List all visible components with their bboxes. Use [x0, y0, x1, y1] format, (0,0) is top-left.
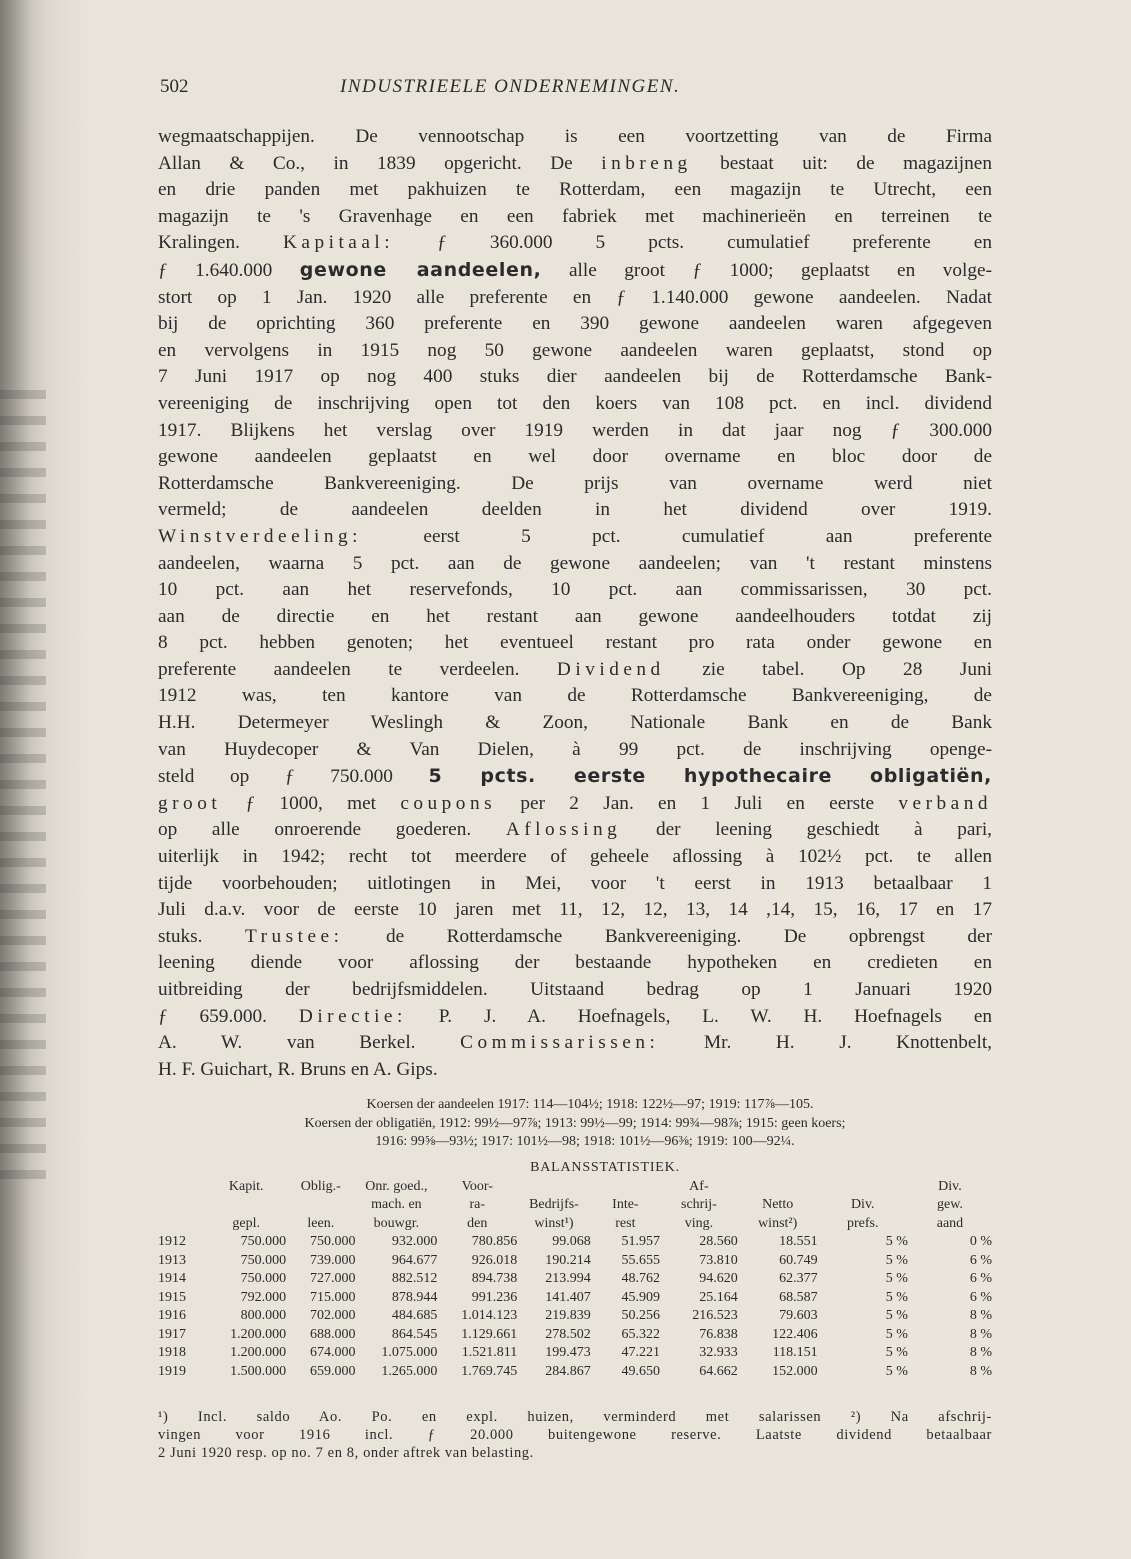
text-line: [158, 471, 992, 498]
column-header: Voor-: [461, 1178, 493, 1194]
spaced-keyword: Aflossing: [505, 819, 622, 841]
page-number: 502: [160, 76, 189, 97]
table-cell: 1.129.661: [461, 1326, 518, 1342]
table-cell: 878.944: [391, 1289, 438, 1305]
table-cell: 932.000: [391, 1234, 438, 1249]
table-cell: 1.500.000: [230, 1363, 287, 1379]
text-segment: aan de directie en het restant aan gewone aandeelhouders totdat zij: [158, 605, 992, 627]
text-line: [158, 763, 992, 791]
table-cell: 1.265.000: [381, 1363, 438, 1379]
table-cell: 750.000: [240, 1234, 287, 1249]
text-line: [158, 710, 992, 737]
table-cell: 5 %: [885, 1326, 908, 1342]
text-segment: en drie panden met pakhuizen te Rotterdam, een magazijn te Utrecht, een: [158, 179, 992, 201]
table-cell: 780.856: [471, 1234, 518, 1249]
table-cell: 8 %: [969, 1326, 992, 1342]
text-segment: 7 Juni 1917 op nog 400 stuks dier aandeelen bij de Rotterdamsche Bank-: [158, 366, 992, 388]
column-header: [158, 1215, 206, 1234]
text-segment: H.H. Determeyer Weslingh & Zoon, Nationale Bank en de Bank: [158, 712, 992, 734]
spaced-keyword: verband: [898, 792, 992, 814]
share-prices: [158, 1096, 992, 1152]
table-cell: 18.551: [779, 1234, 818, 1249]
column-header: gew.: [936, 1197, 963, 1212]
year-cell: 1916: [158, 1308, 186, 1323]
column-header: [158, 1196, 206, 1215]
text-segment: alle groot ƒ 1000; geplaatst en volge-: [541, 259, 992, 281]
column-header: ra-: [469, 1197, 486, 1212]
column-header: Netto: [762, 1197, 794, 1212]
year-cell: 1914: [158, 1271, 186, 1286]
table-cell: 6 %: [969, 1252, 992, 1268]
table-cell: 688.000: [309, 1326, 356, 1342]
text-line: [158, 418, 992, 445]
text-segment: leening diende voor aflossing der bestaande hypotheken en credieten en: [158, 952, 992, 974]
binding-gutter: [0, 390, 46, 1190]
book-page: [158, 0, 994, 1559]
column-header: [818, 1178, 908, 1197]
column-header: Oblig.-: [300, 1178, 341, 1194]
company-description: [158, 124, 992, 1083]
table-cell: 5 %: [885, 1363, 908, 1379]
text-segment: aandeelen, waarna 5 pct. aan de gewone aandeelen; van 't restant minstens: [158, 552, 992, 574]
column-header: [517, 1178, 591, 1197]
table-cell: 284.867: [545, 1363, 591, 1379]
text-segment: op alle onroerende goederen.: [158, 819, 506, 841]
table-cell: 6 %: [969, 1271, 992, 1286]
column-header: den: [467, 1215, 488, 1231]
balance-statistics: [158, 1159, 992, 1381]
table-cell: 8 %: [969, 1308, 992, 1323]
spaced-keyword: Commissarissen:: [460, 1032, 660, 1054]
table-cell: 49.650: [621, 1363, 661, 1379]
table-cell: 25.164: [699, 1289, 738, 1305]
table-cell: 1.769.745: [461, 1363, 518, 1379]
table-row: [158, 1252, 992, 1271]
balance-title: BALANSSTATISTIEK.: [530, 1160, 680, 1175]
text-line: [158, 630, 992, 657]
spaced-keyword: Kapitaal:: [282, 232, 395, 254]
text-segment: gewone aandeelen geplaatst en wel door overname en bloc door de: [158, 446, 992, 468]
text-line: [158, 897, 992, 924]
table-cell: 99.068: [552, 1234, 591, 1249]
text-line: [158, 1004, 992, 1031]
footnote-line: 2 Juni 1920 resp. op no. 7 en 8, onder aftrek van belasting.: [158, 1445, 534, 1461]
column-header: gepl.: [232, 1215, 261, 1231]
table-cell: 5 %: [885, 1234, 908, 1249]
year-cell: 1913: [158, 1252, 186, 1268]
table-cell: 5 %: [885, 1271, 908, 1286]
text-segment: stort op 1 Jan. 1920 alle preferente en ƒ 1.140.000 gewone aandeelen. Nadat: [158, 286, 992, 308]
table-cell: 68.587: [779, 1289, 818, 1305]
text-segment: H. F. Guichart, R. Bruns en A. Gips.: [158, 1058, 438, 1080]
spaced-keyword: Winstverdeeling:: [158, 525, 363, 547]
text-line: [158, 577, 992, 604]
table-cell: 73.810: [699, 1252, 738, 1268]
text-line: [158, 124, 992, 151]
text-segment: vermeld; de aandeelen deelden in het dividend over 1919.: [158, 499, 992, 521]
text-line: [158, 924, 992, 951]
table-cell: 5 %: [885, 1252, 908, 1268]
column-header: Div.: [850, 1197, 875, 1212]
table-cell: 991.236: [471, 1289, 518, 1305]
table-row: [158, 1233, 992, 1252]
spaced-keyword: Dividend: [556, 658, 665, 680]
year-cell: 1919: [158, 1363, 186, 1379]
table-cell: 141.407: [545, 1289, 591, 1305]
column-header: winst¹): [534, 1215, 574, 1231]
table-cell: 60.749: [779, 1252, 818, 1268]
text-line: [158, 871, 992, 898]
spaced-keyword: groot: [158, 792, 222, 814]
column-header: [206, 1196, 286, 1215]
table-cell: 8 %: [969, 1345, 992, 1360]
table-cell: 219.839: [545, 1308, 591, 1323]
text-line: [158, 817, 992, 844]
text-line: [158, 177, 992, 204]
table-header-row: [158, 1196, 992, 1215]
column-header: [738, 1178, 818, 1197]
table-row: [158, 1326, 992, 1345]
column-header: Div.: [938, 1178, 962, 1194]
spaced-keyword: Trustee:: [244, 925, 344, 947]
text-segment: ƒ 659.000.: [158, 1005, 299, 1027]
table-row: [158, 1270, 992, 1289]
text-line: [158, 977, 992, 1004]
text-line: [158, 844, 992, 871]
text-line: [158, 444, 992, 471]
year-cell: 1915: [158, 1289, 186, 1305]
table-cell: 894.738: [471, 1271, 518, 1286]
footnote-line: vingen voor 1916 incl. ƒ 20.000 buitengewone reserve. Laatste dividend betaalbaar: [158, 1427, 992, 1443]
text-line: [158, 524, 992, 551]
table-cell: 727.000: [309, 1271, 356, 1286]
table-cell: 1.200.000: [230, 1345, 287, 1360]
table-cell: 122.406: [772, 1326, 818, 1342]
table-cell: 50.256: [621, 1308, 661, 1323]
table-cell: 199.473: [545, 1345, 591, 1360]
column-header: [286, 1196, 355, 1215]
text-line: [158, 497, 992, 524]
text-segment: de Rotterdamsche Bankvereeniging. De opbrengst der: [343, 925, 992, 947]
table-row: [158, 1307, 992, 1326]
text-segment: eerst 5 pct. cumulatief aan preferente: [362, 525, 992, 547]
year-cell: 1917: [158, 1326, 186, 1342]
text-segment: en vervolgens in 1915 nog 50 gewone aandeelen waren geplaatst, stond op: [158, 339, 992, 361]
text-segment: 8 pct. hebben genoten; het eventueel restant pro rata onder gewone en: [158, 632, 992, 654]
column-header: aand: [936, 1215, 964, 1231]
text-segment: Rotterdamsche Bankvereeniging. De prijs van overname werd niet: [158, 472, 992, 494]
table-cell: 28.560: [699, 1234, 738, 1249]
table-cell: 792.000: [240, 1289, 287, 1305]
bond-prices-line: Koersen der obligatiën, 1912: 99½—97⅞; 1913: 99½—99; 1914: 99¾—98⅞; 1915: geen koers;: [304, 1115, 846, 1131]
table-cell: 5 %: [885, 1345, 908, 1360]
bold-heading-text: gewone aandeelen,: [299, 258, 542, 281]
text-segment: P. J. A. Hoefnagels, L. W. H. Hoefnagels en: [406, 1005, 993, 1027]
table-cell: 715.000: [309, 1289, 356, 1305]
text-segment: uiterlijk in 1942; recht tot meerdere of geheele aflossing à 102½ pct. te allen: [158, 846, 992, 868]
text-segment: ƒ 1.640.000: [158, 259, 300, 281]
balance-table: [158, 1178, 992, 1382]
spaced-keyword: inbreng: [601, 152, 692, 174]
text-segment: stuks.: [158, 925, 245, 947]
table-cell: 1.200.000: [230, 1326, 287, 1342]
table-cell: 8 %: [969, 1363, 992, 1379]
text-line: [158, 391, 992, 418]
table-cell: 800.000: [240, 1308, 287, 1323]
table-cell: 5 %: [885, 1308, 908, 1323]
text-segment: tijde voorbehouden; uitlotingen in Mei, voor 't eerst in 1913 betaalbaar 1: [158, 872, 992, 894]
text-segment: per 2 Jan. en 1 Juli en eerste: [496, 792, 899, 814]
table-cell: 659.000: [309, 1363, 356, 1379]
table-cell: 76.838: [699, 1326, 738, 1342]
year-cell: 1912: [158, 1234, 186, 1249]
text-line: [158, 657, 992, 684]
table-cell: 51.957: [621, 1234, 661, 1249]
text-line: [158, 1030, 992, 1057]
table-cell: 926.018: [471, 1252, 518, 1268]
table-cell: 79.603: [779, 1308, 818, 1323]
column-header: Kapit.: [228, 1178, 264, 1194]
column-header: [591, 1178, 660, 1197]
text-line: [158, 604, 992, 631]
column-header: leen.: [307, 1215, 335, 1231]
column-header: prefs.: [846, 1215, 879, 1231]
text-line: [158, 151, 992, 178]
text-segment: zie tabel. Op 28 Juni: [664, 658, 992, 680]
column-header: rest: [615, 1215, 636, 1231]
footnotes: [158, 1408, 992, 1462]
table-cell: 674.000: [309, 1345, 356, 1360]
text-segment: uitbreiding der bedrijfsmiddelen. Uitstaand bedrag op 1 Januari 1920: [158, 979, 992, 1000]
text-segment: wegmaatschappijen. De vennootschap is een voortzetting van de Firma: [158, 126, 992, 147]
table-cell: 964.677: [391, 1252, 438, 1268]
table-cell: 6 %: [969, 1289, 992, 1305]
table-cell: 702.000: [309, 1308, 356, 1323]
table-cell: 882.512: [391, 1271, 438, 1286]
table-cell: 45.909: [621, 1289, 661, 1305]
spaced-keyword: Directie:: [298, 1005, 407, 1027]
text-segment: 1912 was, ten kantore van de Rotterdamsche Bankvereeniging, de: [158, 685, 992, 707]
text-line: [158, 551, 992, 578]
table-header-row: [158, 1178, 992, 1197]
table-cell: 216.523: [692, 1308, 738, 1323]
bold-heading-text: 5 pcts. eerste hypothecaire obligatiën,: [428, 765, 992, 788]
table-cell: 190.214: [545, 1252, 591, 1268]
table-row: [158, 1344, 992, 1363]
table-cell: 864.545: [391, 1326, 438, 1342]
text-segment: A. W. van Berkel.: [158, 1032, 461, 1054]
text-line: [158, 364, 992, 391]
text-segment: 1917. Blijkens het verslag over 1919 werden in dat jaar nog ƒ 300.000: [158, 419, 992, 441]
text-segment: Allan & Co., in 1839 opgericht. De: [158, 152, 602, 174]
table-cell: 47.221: [621, 1345, 661, 1360]
text-line: [158, 791, 992, 818]
table-row: [158, 1289, 992, 1308]
text-segment: steld op ƒ 750.000: [158, 766, 429, 788]
table-cell: 278.502: [545, 1326, 591, 1342]
footnote-line: ¹) Incl. saldo Ao. Po. en expl. huizen, verminderd met salarissen ²) Na afschrij-: [158, 1409, 992, 1425]
table-cell: 1.014.123: [461, 1308, 518, 1323]
table-cell: 484.685: [391, 1308, 438, 1323]
text-line: [158, 683, 992, 710]
column-header: Onr. goed.,: [365, 1178, 428, 1194]
spaced-keyword: coupons: [400, 792, 497, 814]
column-header: Bedrijfs-: [529, 1197, 579, 1212]
table-cell: 1.075.000: [381, 1345, 438, 1360]
table-cell: 213.994: [545, 1271, 591, 1286]
table-cell: 152.000: [772, 1363, 818, 1379]
text-line: [158, 204, 992, 231]
table-cell: 750.000: [309, 1234, 356, 1249]
text-segment: 10 pct. aan het reservefonds, 10 pct. aan commissarissen, 30 pct.: [158, 579, 992, 601]
text-segment: Kralingen.: [158, 232, 283, 254]
table-cell: 94.620: [699, 1271, 738, 1286]
column-header: Inte-: [612, 1197, 639, 1212]
text-segment: bij de oprichting 360 preferente en 390 gewone aandeelen waren afgegeven: [158, 313, 992, 335]
text-segment: bestaat uit: de magazijnen: [691, 152, 992, 174]
column-header: ving.: [684, 1215, 714, 1231]
text-line: [158, 311, 992, 338]
text-segment: van Huydecoper & Van Dielen, à 99 pct. de inschrijving openge-: [158, 738, 992, 760]
text-line: [158, 230, 992, 257]
text-segment: preferente aandeelen te verdeelen.: [158, 658, 557, 680]
text-line: [158, 1057, 992, 1084]
table-row: [158, 1363, 992, 1382]
table-cell: 1.521.811: [461, 1345, 518, 1360]
table-cell: 739.000: [309, 1252, 356, 1268]
table-cell: 118.151: [772, 1345, 818, 1360]
table-cell: 750.000: [240, 1252, 287, 1268]
text-line: [158, 338, 992, 365]
table-cell: 48.762: [621, 1271, 661, 1286]
table-cell: 55.655: [621, 1252, 661, 1268]
text-line: [158, 285, 992, 312]
text-line: [158, 950, 992, 977]
column-header: schrij-: [681, 1197, 717, 1212]
table-cell: 62.377: [779, 1271, 818, 1286]
year-cell: 1918: [158, 1345, 186, 1360]
running-head: INDUSTRIEELE ONDERNEMINGEN.: [340, 76, 681, 97]
share-prices-line: Koersen der aandeelen 1917: 114—104½; 1918: 122½—97; 1919: 117⅞—105.: [366, 1097, 814, 1112]
text-segment: Juli d.a.v. voor de eerste 10 jaren met 11, 12, 12, 13, 14 ,14, 15, 16, 17 en 17: [158, 899, 992, 921]
column-header: Af-: [689, 1178, 709, 1194]
text-segment: ƒ 1000, met: [221, 792, 401, 814]
text-segment: vereeniging de inschrijving open tot den koers van 108 pct. en incl. dividend: [158, 392, 992, 414]
column-header: mach. en: [371, 1197, 422, 1212]
column-header: winst²): [758, 1215, 798, 1231]
table-cell: 0 %: [969, 1234, 992, 1249]
table-cell: 750.000: [240, 1271, 287, 1286]
bond-prices-line-continued: 1916: 99⅝—93½; 1917: 101½—98; 1918: 101½—96⅜; 1919: 100—92¼.: [375, 1134, 795, 1150]
text-segment: der leening geschiedt à pari,: [621, 819, 993, 841]
column-header: bouwgr.: [373, 1215, 420, 1231]
text-segment: magazijn te 's Gravenhage en een fabriek met machinerieën en terreinen te: [158, 205, 992, 227]
text-line: [158, 257, 992, 285]
table-cell: 5 %: [885, 1289, 908, 1305]
column-header: [158, 1178, 206, 1197]
table-cell: 32.933: [699, 1345, 738, 1360]
text-segment: Mr. H. J. Knottenbelt,: [659, 1032, 992, 1054]
text-segment: ƒ 360.000 5 pcts. cumulatief preferente en: [394, 232, 993, 254]
page-header: [158, 76, 994, 100]
text-line: [158, 737, 992, 764]
table-header-row: [158, 1215, 992, 1234]
table-cell: 64.662: [699, 1363, 738, 1379]
table-cell: 65.322: [621, 1326, 661, 1342]
